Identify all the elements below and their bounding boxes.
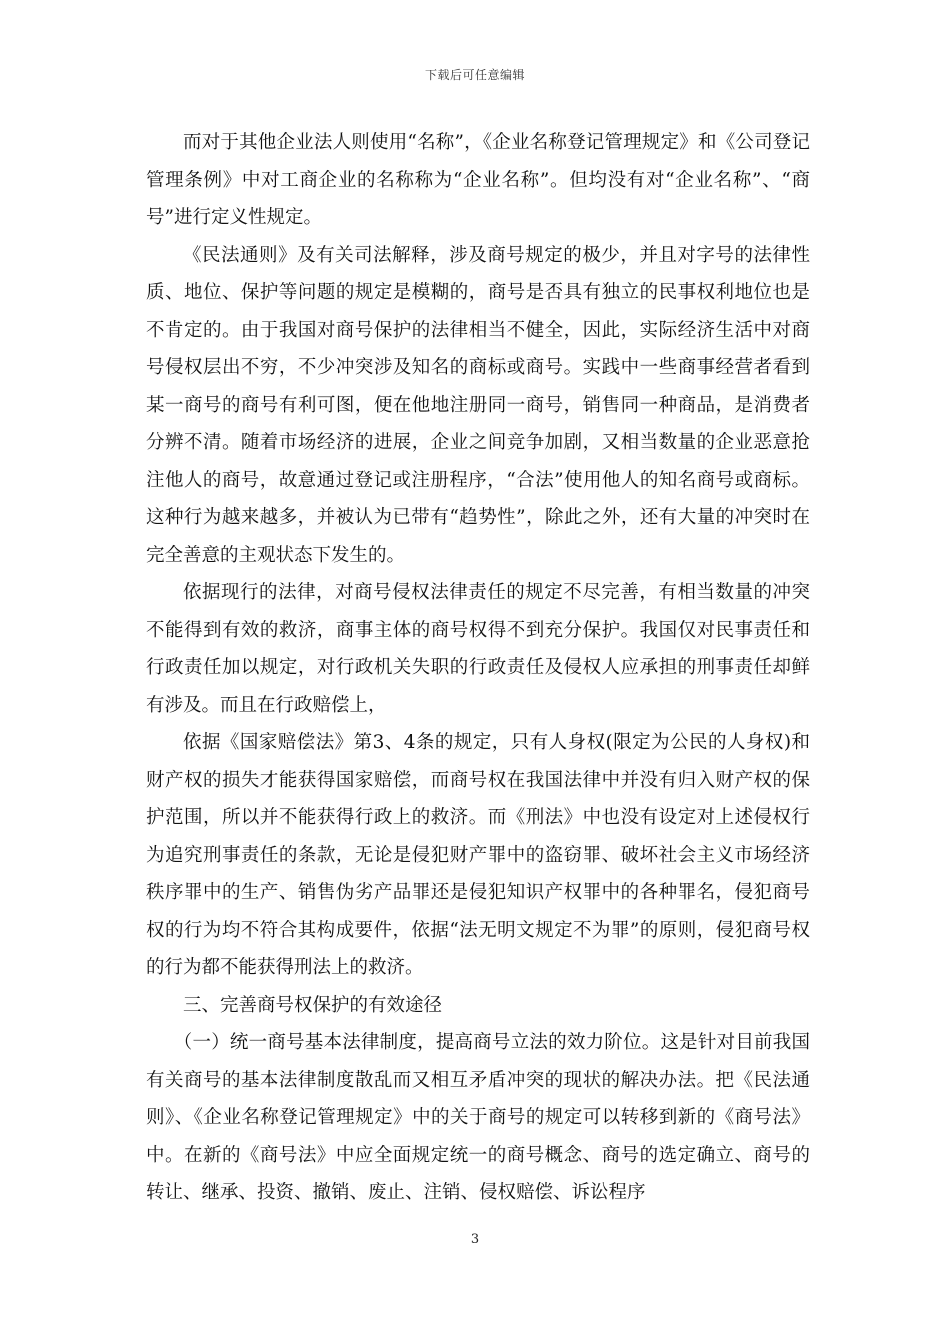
paragraph-3: 依据现行的法律，对商号侵权法律责任的规定不尽完善，有相当数量的冲突不能得到有效的救济，商事主体的商号权得不到充分保护。我国仅对民事责任和行政责任加以规定，对行政机关失职的行政责任及侵权人应承担的刑事责任却鲜有涉及。而且在行政赔偿上， [146,582,810,716]
page-header: 下载后可任意编辑 [424,68,525,82]
document-body [146,124,810,1212]
paragraph-1: 而对于其他企业法人则使用“名称”，《企业名称登记管理规定》和《公司登记管理条例》中对工商企业的名称称为“企业名称”。但均没有对“企业名称”、“商号”进行定义性规定。 [146,132,810,228]
paragraph-4: 依据《国家赔偿法》第3、4条的规定，只有人身权(限定为公民的人身权)和财产权的损失才能获得国家赔偿，而商号权在我国法律中并没有归入财产权的保护范围，所以并不能获得行政上的救济。而《刑法》中也没有设定对上述侵权行为追究刑事责任的条款，无论是侵犯财产罪中的盗窃罪、破坏社会主义市场经济秩序罪中的生产、销售伪劣产品罪还是侵犯知识产权罪中的各种罪名，侵犯商号权的行为均不符合其构成要件，依据“法无明文规定不为罪”的原则，侵犯商号权的行为都不能获得刑法上的救济。 [146,732,810,978]
section-heading: 三、完善商号权保护的有效途径 [183,994,443,1016]
paragraph-2: 《民法通则》及有关司法解释，涉及商号规定的极少，并且对字号的法律性质、地位、保护等问题的规定是模糊的，商号是否具有独立的民事权利地位也是不肯定的。由于我国对商号保护的法律相当不健全，因此，实际经济生活中对商号侵权层出不穷，不少冲突涉及知名的商标或商号。实践中一些商事经营者看到某一商号的商号有利可图，便在他地注册同一商号，销售同一种商品，是消费者分辨不清。随着市场经济的进展，企业之间竞争加剧，又相当数量的企业恶意抢注他人的商号，故意通过登记或注册程序，“合法”使用他人的知名商号或商标。这种行为越来越多，并被认为已带有“趋势性”，除此之外，还有大量的冲突时在完全善意的主观状态下发生的。 [146,244,810,566]
page-number: 3 [470,1232,480,1247]
paragraph-5: （一）统一商号基本法律制度，提高商号立法的效力阶位。这是针对目前我国有关商号的基本法律制度散乱而又相互矛盾冲突的现状的解决办法。把《民法通则》、《企业名称登记管理规定》中的关于商号的规定可以转移到新的《商号法》中。在新的《商号法》中应全面规定统一的商号概念、商号的选定确立、商号的转让、继承、投资、撤销、废止、注销、侵权赔偿、诉讼程序 [146,1032,810,1203]
